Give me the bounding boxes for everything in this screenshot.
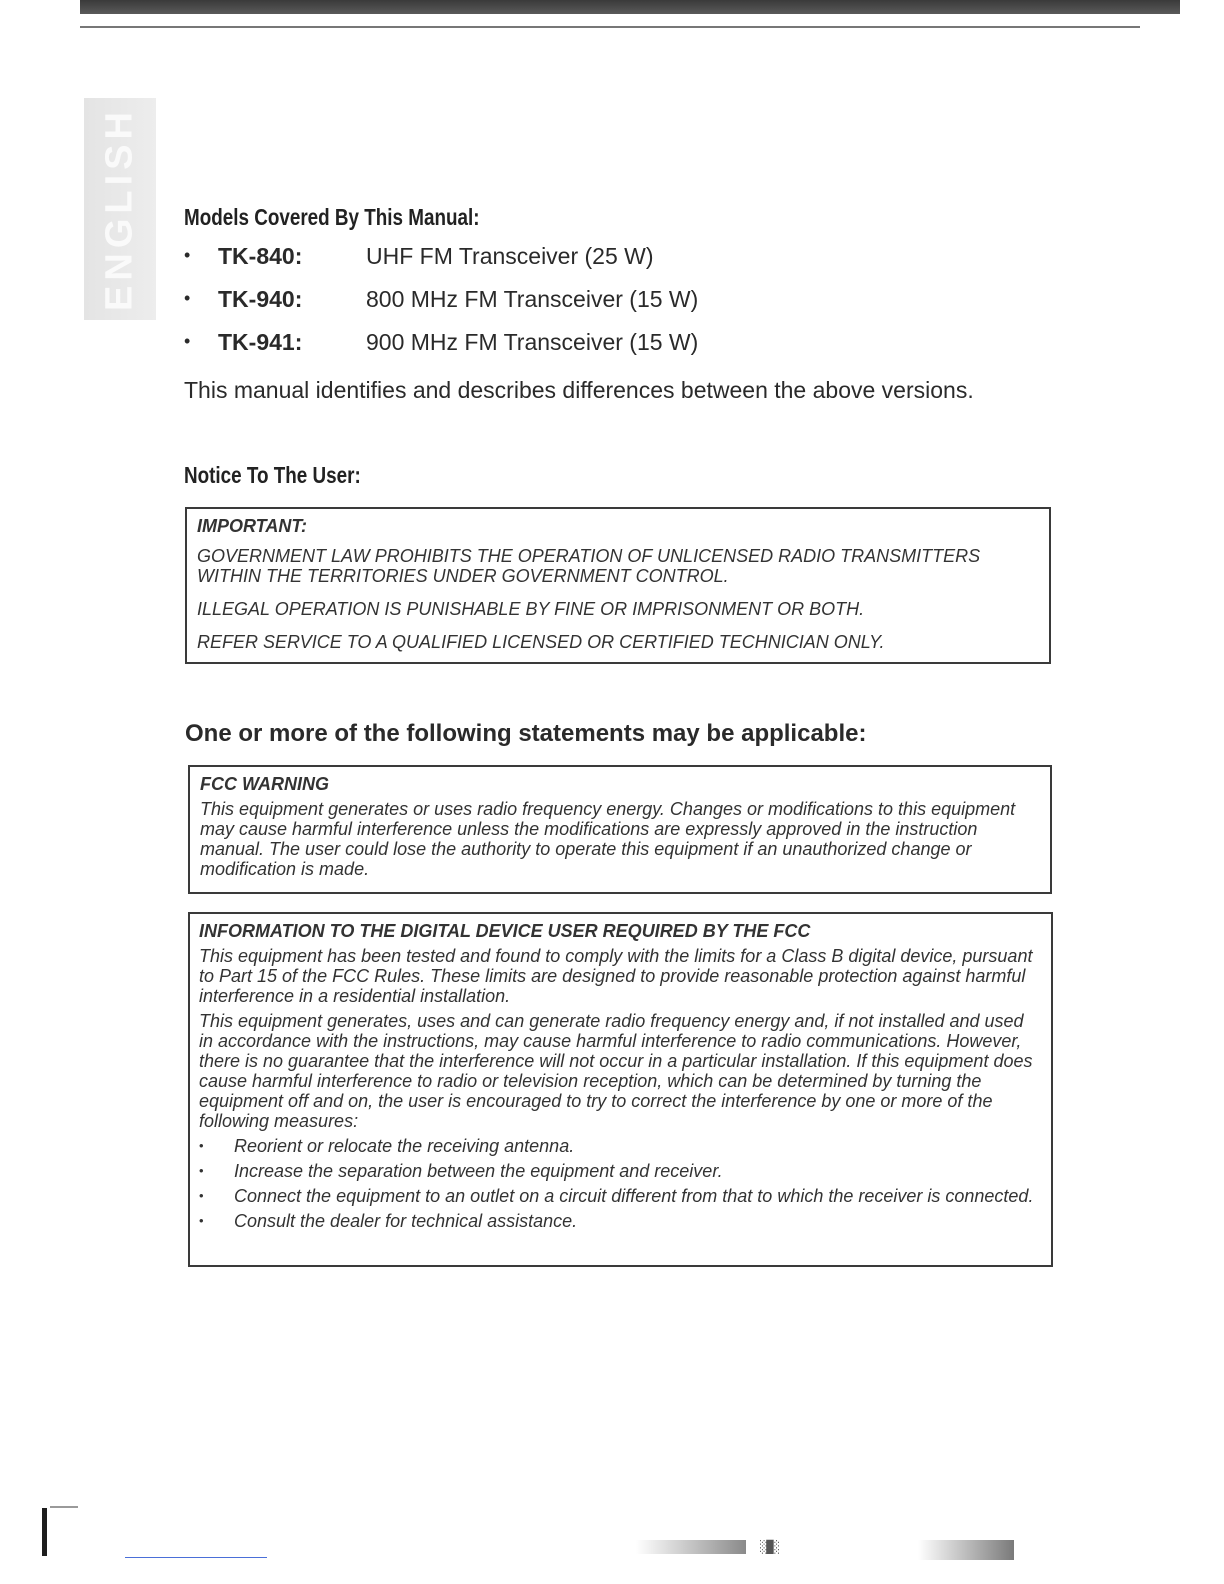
scan-artifact — [636, 1540, 746, 1554]
fcc-warning-box — [188, 765, 1052, 894]
model-description: 900 MHz FM Transceiver (15 W) — [366, 329, 699, 355]
list-item: • Consult the dealer for technical assistance. — [199, 1211, 1042, 1231]
important-notice-box — [185, 507, 1051, 664]
list-item: • Reorient or relocate the receiving antenna. — [199, 1136, 1042, 1156]
fcc-info-paragraph: This equipment generates, uses and can generate radio frequency energy and, if not installed and used in accordance with the instructions, may cause harmful interference to radio communications. However, there is no guarantee that the interference will not occur in a particular installation. If this equipment does cause harmful interference to radio or television reception, which can be determined by turning the equipment off and on, the user is encouraged to try to correct the interference by one or more of the following measures: — [199, 1011, 1033, 1131]
scan-mark: ░█░ — [760, 1540, 779, 1554]
fcc-info-box — [188, 912, 1053, 1267]
scan-artifact — [918, 1540, 1014, 1560]
bullet: • — [184, 245, 191, 265]
fcc-warning-text: This equipment generates or uses radio frequency energy. Changes or modifications to this equipment may cause harmful interference unless the modifications are expressly approved in the instruction manual. The user could lose the authority to operate this equipment if an unauthorized change or modification is made. — [200, 799, 1016, 879]
model-name: TK-840: — [218, 243, 303, 269]
footer-underline — [125, 1557, 267, 1558]
top-divider — [80, 26, 1140, 28]
model-name: TK-940: — [218, 286, 303, 312]
models-heading: Models Covered By This Manual: — [184, 204, 480, 230]
top-rule — [80, 0, 1180, 14]
page-edge-mark — [42, 1508, 47, 1556]
bullet: • — [184, 288, 191, 308]
model-name: TK-941: — [218, 329, 303, 355]
measures-list — [199, 1136, 1042, 1231]
models-intro: This manual identifies and describes differences between the above versions. — [184, 377, 974, 403]
fcc-warning-heading: FCC WARNING — [200, 774, 329, 794]
notice-paragraph: GOVERNMENT LAW PROHIBITS THE OPERATION OF UNLICENSED RADIO TRANSMITTERS WITHIN THE TERRITORIES UNDER GOVERNMENT CONTROL. — [197, 546, 981, 586]
fcc-info-paragraph: This equipment has been tested and found to comply with the limits for a Class B digital device, pursuant to Part 15 of the FCC Rules. These limits are designed to provide reasonable protection against harmful interference in a residential installation. — [199, 946, 1033, 1006]
model-description: UHF FM Transceiver (25 W) — [366, 243, 654, 269]
applicable-heading: One or more of the following statements may be applicable: — [185, 720, 867, 747]
language-side-tab — [84, 98, 156, 320]
list-item: • Increase the separation between the equipment and receiver. — [199, 1161, 1042, 1181]
notice-heading: Notice To The User: — [184, 462, 361, 488]
page-edge-tick — [50, 1506, 78, 1508]
language-tab-label: ENGLISH — [98, 107, 141, 311]
important-heading: IMPORTANT: — [197, 516, 307, 536]
notice-paragraph: REFER SERVICE TO A QUALIFIED LICENSED OR CERTIFIED TECHNICIAN ONLY. — [197, 632, 885, 652]
list-item: • Connect the equipment to an outlet on a circuit different from that to which the receiver is connected. — [199, 1186, 1042, 1206]
fcc-info-heading: INFORMATION TO THE DIGITAL DEVICE USER REQUIRED BY THE FCC — [199, 921, 811, 941]
model-description: 800 MHz FM Transceiver (15 W) — [366, 286, 699, 312]
notice-paragraph: ILLEGAL OPERATION IS PUNISHABLE BY FINE OR IMPRISONMENT OR BOTH. — [197, 599, 865, 619]
bullet: • — [184, 331, 191, 351]
